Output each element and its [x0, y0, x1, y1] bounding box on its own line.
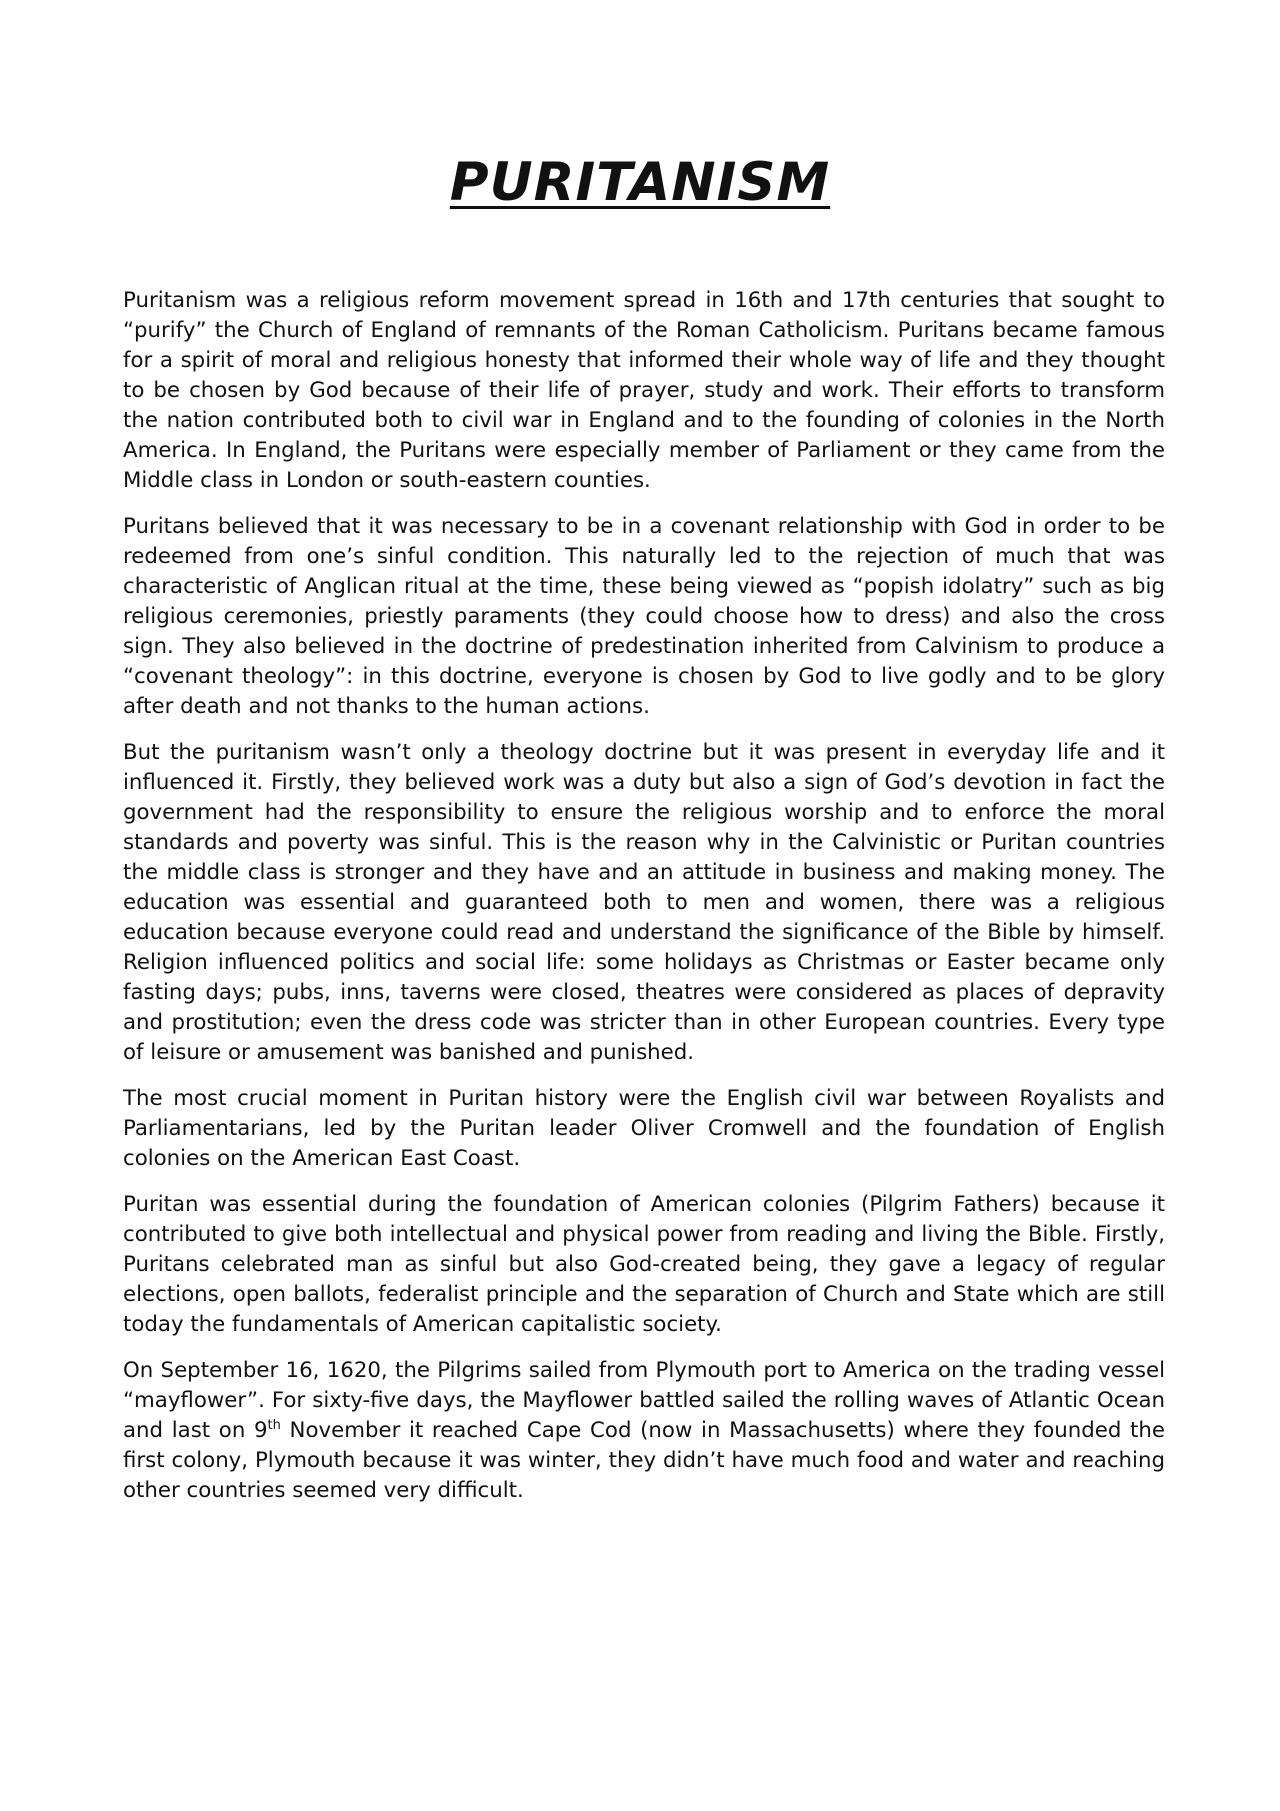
- paragraph-mayflower-text-end: November it reached Cape Cod (now in Massachusetts) where they founded the first colony, Plymouth because it was winter, they didn’t have much food and water and reaching other countries seemed very difficult.: [123, 1418, 1165, 1503]
- paragraph-intro: Puritanism was a religious reform movement spread in 16th and 17th centuries that sought to “purify” the Church of England of remnants of the Roman Catholicism. Puritans became famous for a spirit of moral and religious honesty that informed their whole way of life and they thought to be chosen by God because of their life of prayer, study and work. Their efforts to transform the nation contributed both to civil war in England and to the founding of colonies in the North America. In England, the Puritans were especially member of Parliament or they came from the Middle class in London or south-eastern counties.: [123, 288, 1165, 493]
- document-body: [123, 286, 1165, 1522]
- paragraph-american-colonies: Puritan was essential during the foundation of American colonies (Pilgrim Fathers) because it contributed to give both intellectual and physical power from reading and living the Bible. Firstly, Puritans celebrated man as sinful but also God-created being, they gave a legacy of regular elections, open ballots, federalist principle and the separation of Church and State which are still today the fundamentals of American capitalistic society.: [123, 1192, 1165, 1337]
- paragraph-mayflower: [123, 1356, 1165, 1506]
- paragraph-covenant: Puritans believed that it was necessary to be in a covenant relationship with God in order to be redeemed from one’s sinful condition. This naturally led to the rejection of much that was characteristic of Anglican ritual at the time, these being viewed as “popish idolatry” such as big religious ceremonies, priestly paraments (they could choose how to dress) and also the cross sign. They also believed in the doctrine of predestination inherited from Calvinism to produce a “covenant theology”: in this doctrine, everyone is chosen by God to live godly and to be glory after death and not thanks to the human actions.: [123, 514, 1165, 719]
- paragraph-mayflower-text-start: On September 16, 1620, the Pilgrims sailed from Plymouth port to America on the trading vessel “mayflower”. For sixty-five days, the Mayflower battled sailed the rolling waves of Atlantic Ocean and last on 9: [123, 1358, 1165, 1443]
- ordinal-suffix: th: [267, 1417, 281, 1433]
- document-title: PURITANISM: [449, 152, 831, 213]
- paragraph-civil-war: The most crucial moment in Puritan history were the English civil war between Royalists and Parliamentarians, led by the Puritan leader Oliver Cromwell and the foundation of English colonies on the American East Coast.: [123, 1086, 1165, 1171]
- paragraph-everyday-life: But the puritanism wasn’t only a theology doctrine but it was present in everyday life and it influenced it. Firstly, they believed work was a duty but also a sign of God’s devotion in fact the government had the responsibility to ensure the religious worship and to enforce the moral standards and poverty was sinful. This is the reason why in the Calvinistic or Puritan countries the middle class is stronger and they have and an attitude in business and making money. The education was essential and guaranteed both to men and women, there was a religious education because everyone could read and understand the significance of the Bible by himself. Religion influenced politics and social life: some holidays as Christmas or Easter became only fasting days; pubs, inns, taverns were closed, theatres were considered as places of depravity and prostitution; even the dress code was stricter than in other European countries. Every type of leisure or amusement was banished and punished.: [123, 740, 1165, 1065]
